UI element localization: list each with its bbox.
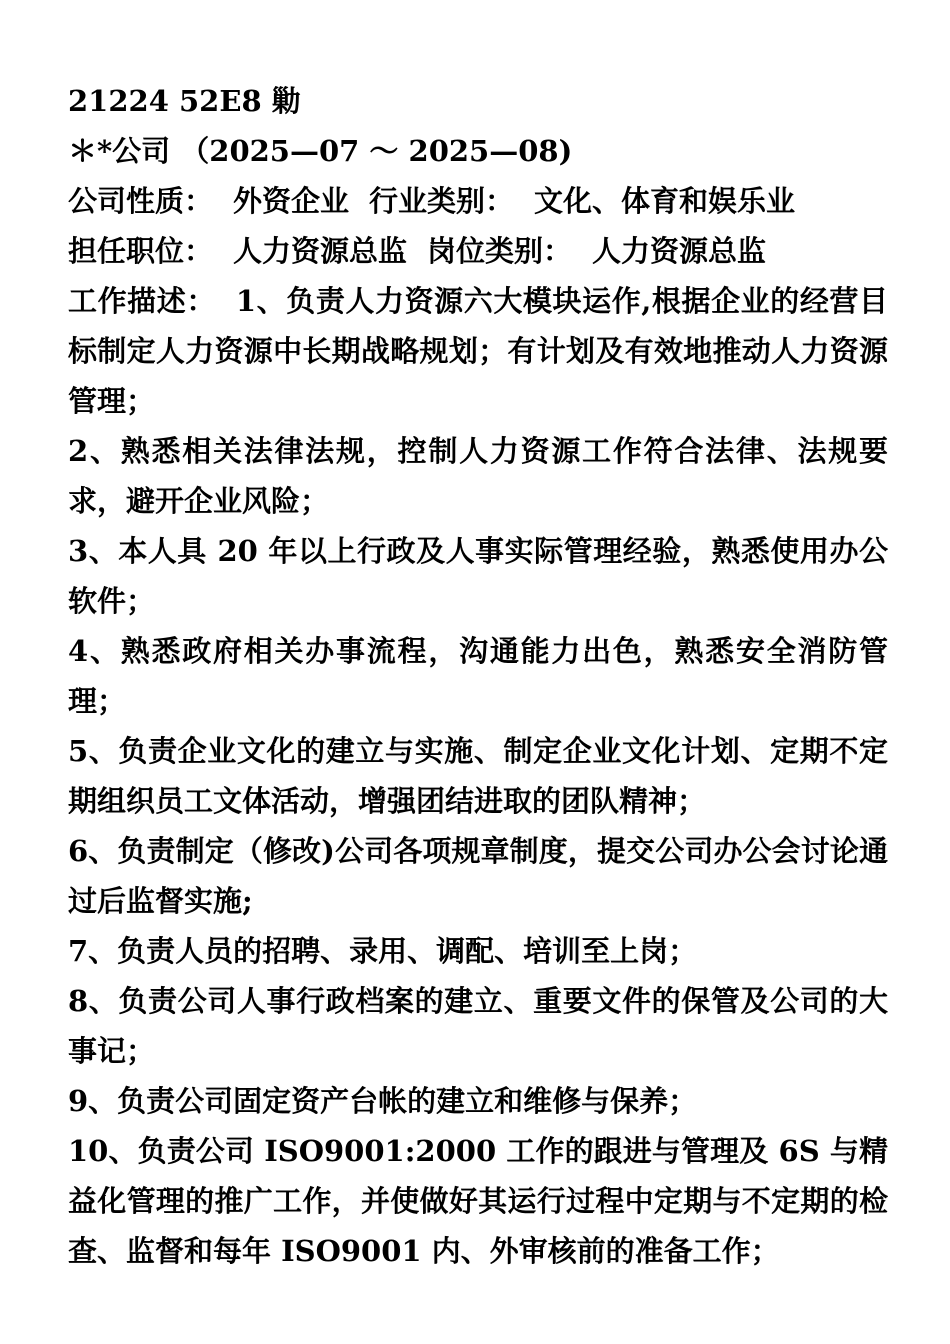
position-info-line xyxy=(68,226,888,276)
position-label: 担任职位： xyxy=(68,234,214,268)
duty-item-text: 1、负责人力资源六大模块运作,根据企业的经营目标制定人力资源中长期战略规划；有计划及有效地推动人力资源管理； xyxy=(68,284,888,418)
duty-item-4: 4、熟悉政府相关办事流程，沟通能力出色，熟悉安全消防管理； xyxy=(68,634,888,718)
duty-item-3: 3、本人具 20 年以上行政及人事实际管理经验，熟悉使用办公软件； xyxy=(68,534,888,618)
position-category-label: 岗位类别： xyxy=(427,234,573,268)
resume-code-line: 21224 52E8 勦 xyxy=(68,84,301,118)
industry-value: 文化、体育和娱乐业 xyxy=(534,184,796,218)
company-nature-value: 外资企业 xyxy=(233,184,350,218)
duty-item-7: 7、负责人员的招聘、录用、调配、培训至上岗； xyxy=(68,934,698,968)
company-info-line xyxy=(68,176,888,226)
duty-item-5: 5、负责企业文化的建立与实施、制定企业文化计划、定期不定期组织员工文体活动，增强团结进取的团队精神； xyxy=(68,734,888,818)
industry-label: 行业类别： xyxy=(369,184,515,218)
duty-item-2: 2、熟悉相关法律法规，控制人力资源工作符合法律、法规要求，避开企业风险； xyxy=(68,434,888,518)
work-description-label: 工作描述： xyxy=(68,284,216,318)
position-value: 人力资源总监 xyxy=(233,234,408,268)
resume-work-experience xyxy=(68,76,888,1276)
company-nature-label: 公司性质： xyxy=(68,184,214,218)
duty-item-6: 6、负责制定（修改)公司各项规章制度，提交公司办公会讨论通过后监督实施; xyxy=(68,834,888,918)
duty-item-10: 10、负责公司 ISO9001:2000 工作的跟进与管理及 6S 与精益化管理的推广工作，并使做好其运行过程中定期与不定期的检查、监督和每年 ISO9001 内、外审核前的准备工作； xyxy=(68,1134,888,1268)
duty-item-1 xyxy=(68,276,888,426)
duty-item-8: 8、负责公司人事行政档案的建立、重要文件的保管及公司的大事记； xyxy=(68,984,888,1068)
position-category-value: 人力资源总监 xyxy=(592,234,767,268)
company-period-line: ＊*公司 （2025—07 ～ 2025—08) xyxy=(68,134,573,168)
duty-item-9: 9、负责公司固定资产台帐的建立和维修与保养； xyxy=(68,1084,698,1118)
